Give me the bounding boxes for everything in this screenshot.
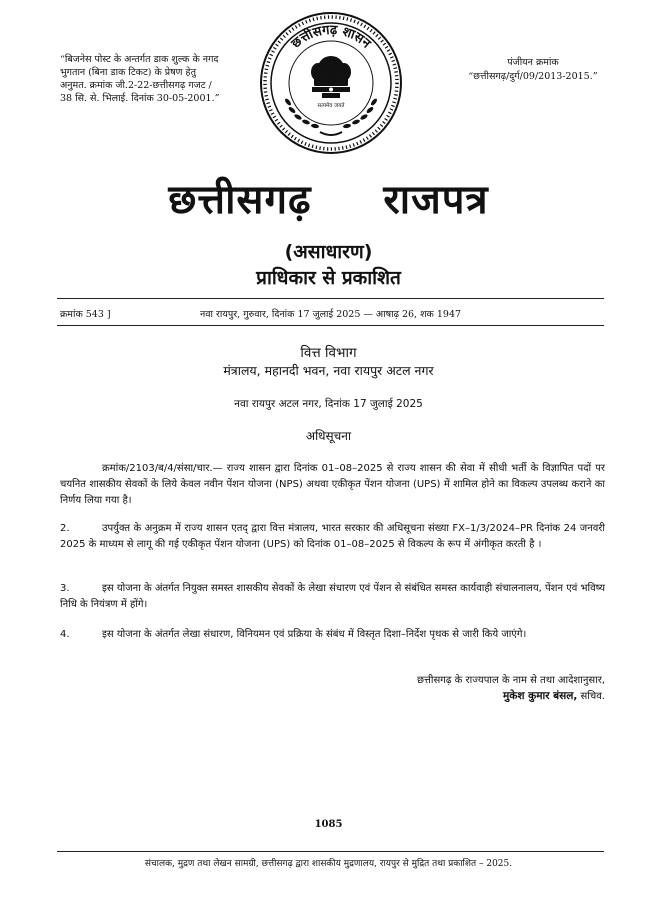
paragraph-text: उपर्युक्त के अनुक्रम में राज्य शासन एतद् द्वारा वित्त मंत्रालय, भारत सरकार की अधिसूचना संख्या FX–1/3/2024–PR दिनांक 24 जनवरी 2025 के माध्यम से लागू की गई एकीकृत पेंशन योजना (UPS) को दिनांक 01–08–2025 से विकल्प के रूप में अंगीकृत करती है । [60, 523, 605, 550]
paragraph-3 [60, 581, 605, 613]
state-emblem-icon [258, 10, 404, 156]
paragraph-1: क्रमांक/2103/ब/4/संसा/चार.— राज्य शासन द्वारा दिनांक 01–08–2025 से राज्य शासन की सेवा में सीधी भर्ती के विज्ञापित पदों पर चयनित शासकीय सेवकों के लिये केवल नवीन पेंशन योजना (NPS) अथवा एकीकृत पेंशन योजना (UPS) में शामिल होने का विकल्प उपलब्ध कराने का निर्णय लिया गया है। [60, 463, 605, 506]
notification-title: अधिसूचना [305, 429, 352, 443]
gazette-title-rajpatra: राजपत्र [383, 177, 489, 223]
issue-number: क्रमांक 543 ] [60, 309, 111, 320]
paragraph-4 [60, 627, 605, 643]
signatory-title: सचिव. [580, 691, 605, 702]
notification-date: नवा रायपुर अटल नगर, दिनांक 17 जुलाई 2025 [234, 398, 423, 410]
paragraph-number: 3. [60, 583, 70, 594]
signature-block [300, 688, 605, 703]
issue-date: नवा रायपुर, गुरुवार, दिनांक 17 जुलाई 2025 — आषाढ़ 26, शक 1947 [200, 309, 462, 320]
page-number: 1085 [314, 819, 343, 830]
paragraph-2 [60, 521, 605, 553]
ministry-address: मंत्रालय, महानदी भवन, नवा रायपुर अटल नगर [223, 363, 434, 378]
footer-rule [57, 851, 604, 852]
bottom-rule [57, 325, 604, 326]
emblem-ring-text: छत्तीसगढ़ शासन [288, 22, 374, 52]
paragraph-number: 2. [60, 523, 70, 534]
gazette-title-state: छत्तीसगढ़ [168, 177, 312, 223]
printer-line: संचालक, मुद्रण तथा लेखन सामग्री, छत्तीसगढ़ द्वारा शासकीय मुद्रणालय, रायपुर से मुद्रित तथा प्रकाशित – 2025. [144, 859, 513, 869]
gazette-subtitle: (असाधारण) [284, 241, 373, 263]
emblem-motto: सत्यमेव जयते [317, 103, 345, 109]
paragraph-number: 4. [60, 629, 70, 640]
authority-line: प्राधिकार से प्रकाशित [256, 267, 401, 289]
postal-note: “बिजनेस पोस्ट के अन्तर्गत डाक शुल्क के नगद भुगतान (बिना डाक टिकट) के प्रेषण हेतु अनुमत. क्रमांक जी.2-22-छत्तीसगढ़ गजट / 38 सि. से. भिलाई. दिनांक 30-05-2001.” [60, 54, 220, 104]
department-name: वित्त विभाग [300, 345, 357, 361]
registration-block [448, 56, 618, 84]
registration-number: “छत्तीसगढ़/दुर्ग/09/2013-2015.” [468, 71, 598, 82]
paragraph-text: इस योजना के अंतर्गत नियुक्त समस्त शासकीय सेवकों के लेखा संधारण एवं पेंशन से संबंधित समस्त कार्यवाही संचालनालय, पेंशन एवं भविष्य निधि के नियंत्रण में होंगे। [60, 583, 606, 610]
registration-label: पंजीयन क्रमांक [507, 57, 559, 68]
gazette-title [0, 170, 657, 225]
paragraph-text: इस योजना के अंतर्गत लेखा संधारण, विनियमन एवं प्रक्रिया के संबंध में विस्तृत दिशा–निर्देश पृथक से जारी किये जाएंगे। [102, 629, 527, 640]
signature-authority-line: छत्तीसगढ़ के राज्यपाल के नाम से तथा आदेशानुसार, [416, 675, 605, 686]
signatory-name: मुकेश कुमार बंसल, [503, 690, 578, 702]
top-rule [57, 298, 604, 299]
